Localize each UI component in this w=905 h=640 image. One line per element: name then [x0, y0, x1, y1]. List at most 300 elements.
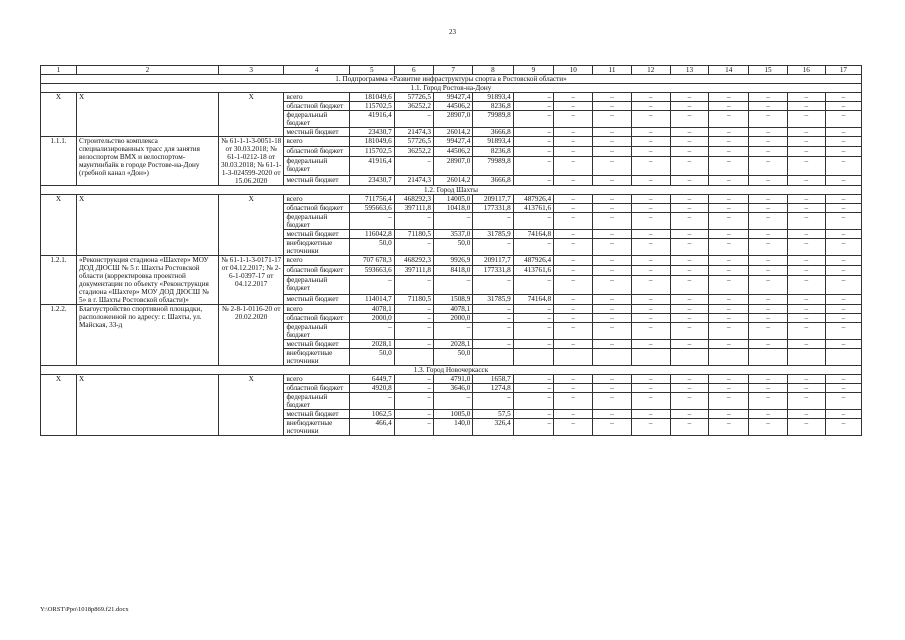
value-cell: –: [825, 419, 861, 436]
value-cell: 91893,4: [473, 93, 513, 102]
budget-table: [40, 65, 862, 436]
value-cell: 28907,0: [433, 111, 472, 128]
value-cell: [709, 349, 749, 366]
value-cell: –: [593, 93, 631, 102]
value-cell: –: [554, 204, 593, 213]
value-cell: –: [825, 137, 861, 147]
value-cell: 21474,3: [394, 175, 433, 185]
value-cell: –: [787, 375, 825, 384]
value-cell: –: [787, 294, 825, 304]
value-cell: –: [825, 384, 861, 393]
value-cell: –: [825, 266, 861, 276]
value-cell: –: [593, 375, 631, 384]
item-name: Строительство комплекса специализированных трасс для занятия велоспортом ВМХ и велоспортом-маунтинбайк в городе Ростове-на-Дону (гребной канал «Дон»): [77, 137, 219, 186]
value-cell: 181049,6: [349, 93, 394, 102]
value-cell: –: [394, 314, 433, 323]
value-cell: –: [394, 410, 433, 419]
value-cell: –: [709, 256, 749, 266]
value-cell: 397111,8: [394, 266, 433, 276]
value-cell: 23430,7: [349, 175, 394, 185]
value-cell: –: [670, 314, 708, 323]
value-cell: –: [787, 128, 825, 137]
value-cell: 99427,4: [433, 137, 472, 147]
value-cell: –: [749, 239, 787, 256]
value-cell: –: [554, 340, 593, 349]
table-row: [41, 256, 862, 266]
value-cell: –: [825, 375, 861, 384]
value-cell: –: [513, 419, 553, 436]
value-cell: –: [593, 239, 631, 256]
value-cell: 3537,0: [433, 230, 472, 239]
item-number: Х: [41, 93, 77, 137]
value-cell: –: [670, 230, 708, 239]
value-cell: –: [631, 266, 670, 276]
value-cell: –: [554, 276, 593, 295]
column-header: 9: [513, 66, 553, 75]
funding-source-label: всего: [284, 195, 350, 204]
value-cell: –: [631, 239, 670, 256]
value-cell: –: [593, 157, 631, 176]
value-cell: –: [593, 111, 631, 128]
value-cell: 41916,4: [349, 111, 394, 128]
value-cell: 1005,0: [433, 410, 472, 419]
value-cell: –: [825, 230, 861, 239]
value-cell: –: [473, 314, 513, 323]
value-cell: 57726,5: [394, 137, 433, 147]
value-cell: –: [825, 256, 861, 266]
value-cell: –: [670, 305, 708, 314]
value-cell: –: [394, 111, 433, 128]
item-documents: № 2-8-1-0116-20 от 20.02.2020: [218, 305, 284, 366]
column-header: 11: [593, 66, 631, 75]
value-cell: –: [394, 393, 433, 410]
value-cell: –: [670, 239, 708, 256]
value-cell: –: [593, 294, 631, 304]
value-cell: –: [749, 393, 787, 410]
value-cell: –: [513, 128, 553, 137]
section-heading-row: [41, 75, 862, 84]
value-cell: –: [513, 213, 553, 230]
value-cell: –: [787, 305, 825, 314]
page-number: 23: [449, 28, 456, 36]
value-cell: –: [709, 157, 749, 176]
value-cell: –: [593, 137, 631, 147]
value-cell: 71180,5: [394, 230, 433, 239]
value-cell: –: [631, 375, 670, 384]
value-cell: [670, 349, 708, 366]
value-cell: –: [554, 195, 593, 204]
value-cell: 91893,4: [473, 137, 513, 147]
value-cell: –: [709, 213, 749, 230]
value-cell: –: [631, 384, 670, 393]
value-cell: –: [473, 393, 513, 410]
table-row: [41, 93, 862, 102]
value-cell: –: [394, 239, 433, 256]
value-cell: –: [787, 230, 825, 239]
funding-source-label: областной бюджет: [284, 314, 350, 323]
value-cell: –: [593, 384, 631, 393]
column-header: 12: [631, 66, 670, 75]
value-cell: –: [554, 375, 593, 384]
value-cell: –: [631, 323, 670, 340]
value-cell: –: [349, 393, 394, 410]
value-cell: 326,4: [473, 419, 513, 436]
value-cell: [554, 349, 593, 366]
item-number: 1.1.1.: [41, 137, 77, 186]
value-cell: –: [670, 294, 708, 304]
value-cell: [593, 349, 631, 366]
value-cell: –: [394, 276, 433, 295]
funding-source-label: местный бюджет: [284, 230, 350, 239]
column-header: 10: [554, 66, 593, 75]
funding-source-label: внебюджетные источники: [284, 239, 350, 256]
column-header: 14: [709, 66, 749, 75]
value-cell: –: [513, 102, 553, 111]
funding-source-label: всего: [284, 137, 350, 147]
funding-source-label: всего: [284, 375, 350, 384]
item-documents: № 61-1-1-3-0051-18 от 30.03.2018; № 61-1-0212-18 от 30.03.2018; № 61-1-1-3-024599-2020 от 15.06.2020: [218, 137, 284, 186]
value-cell: –: [709, 230, 749, 239]
value-cell: –: [593, 256, 631, 266]
value-cell: –: [749, 102, 787, 111]
value-cell: 593663,6: [349, 266, 394, 276]
value-cell: 468292,3: [394, 195, 433, 204]
table-body: [41, 66, 862, 436]
item-name: Х: [77, 375, 219, 436]
value-cell: –: [473, 323, 513, 340]
funding-source-label: областной бюджет: [284, 384, 350, 393]
value-cell: –: [394, 384, 433, 393]
value-cell: –: [787, 137, 825, 147]
value-cell: –: [554, 393, 593, 410]
value-cell: –: [749, 294, 787, 304]
section-title: 1.2. Город Шахты: [424, 186, 478, 194]
value-cell: 468292,3: [394, 256, 433, 266]
value-cell: –: [670, 266, 708, 276]
value-cell: –: [593, 419, 631, 436]
value-cell: –: [593, 314, 631, 323]
value-cell: –: [554, 137, 593, 147]
column-header: 3: [218, 66, 284, 75]
value-cell: –: [749, 305, 787, 314]
value-cell: 2000,0: [349, 314, 394, 323]
section-title: 1. Подпрограмма «Развитие инфраструктуры спорта в Ростовской области»: [335, 75, 567, 83]
value-cell: 79989,8: [473, 111, 513, 128]
value-cell: 74164,8: [513, 294, 553, 304]
value-cell: –: [433, 213, 472, 230]
value-cell: –: [349, 323, 394, 340]
value-cell: –: [631, 276, 670, 295]
value-cell: –: [554, 213, 593, 230]
value-cell: –: [670, 102, 708, 111]
value-cell: –: [554, 266, 593, 276]
value-cell: 31785,9: [473, 294, 513, 304]
value-cell: –: [787, 266, 825, 276]
value-cell: –: [631, 102, 670, 111]
value-cell: –: [433, 393, 472, 410]
item-name: Благоустройство спортивной площадки, расположенной по адресу: г. Шахты, ул. Майская, 33-д: [77, 305, 219, 366]
value-cell: –: [709, 294, 749, 304]
value-cell: –: [709, 276, 749, 295]
value-cell: –: [631, 213, 670, 230]
value-cell: –: [631, 256, 670, 266]
value-cell: –: [670, 111, 708, 128]
value-cell: –: [787, 393, 825, 410]
value-cell: –: [513, 239, 553, 256]
value-cell: 23430,7: [349, 128, 394, 137]
value-cell: –: [709, 93, 749, 102]
value-cell: –: [473, 276, 513, 295]
value-cell: 2000,0: [433, 314, 472, 323]
value-cell: 26014,2: [433, 175, 472, 185]
value-cell: –: [631, 305, 670, 314]
value-cell: –: [825, 195, 861, 204]
funding-source-label: федеральный бюджет: [284, 157, 350, 176]
value-cell: 50,0: [433, 239, 472, 256]
section-title: 1.1. Город Ростов-на-Дону: [410, 84, 492, 92]
value-cell: –: [554, 305, 593, 314]
section-title: 1.3. Город Новочеркасск: [413, 366, 489, 374]
value-cell: –: [825, 393, 861, 410]
value-cell: –: [787, 93, 825, 102]
funding-source-label: областной бюджет: [284, 266, 350, 276]
value-cell: –: [749, 111, 787, 128]
value-cell: –: [825, 276, 861, 295]
value-cell: –: [749, 340, 787, 349]
value-cell: –: [749, 147, 787, 157]
value-cell: –: [670, 157, 708, 176]
value-cell: –: [554, 384, 593, 393]
funding-source-label: федеральный бюджет: [284, 323, 350, 340]
value-cell: –: [749, 276, 787, 295]
value-cell: 487926,4: [513, 195, 553, 204]
value-cell: –: [631, 314, 670, 323]
value-cell: –: [787, 102, 825, 111]
column-header: 5: [349, 66, 394, 75]
value-cell: –: [473, 305, 513, 314]
column-header: 6: [394, 66, 433, 75]
value-cell: –: [787, 147, 825, 157]
value-cell: –: [593, 340, 631, 349]
value-cell: –: [749, 266, 787, 276]
value-cell: 177331,8: [473, 204, 513, 213]
value-cell: [631, 349, 670, 366]
column-header: 7: [433, 66, 472, 75]
value-cell: –: [787, 195, 825, 204]
value-cell: 3646,0: [433, 384, 472, 393]
value-cell: –: [787, 410, 825, 419]
value-cell: 707 678,3: [349, 256, 394, 266]
value-cell: –: [670, 175, 708, 185]
value-cell: –: [670, 340, 708, 349]
value-cell: –: [749, 314, 787, 323]
value-cell: –: [513, 175, 553, 185]
value-cell: [513, 349, 553, 366]
footer-file-path: Y:\ORST\Ppo\1018p869.f21.docx: [40, 606, 129, 613]
value-cell: –: [787, 157, 825, 176]
value-cell: 50,0: [433, 349, 472, 366]
value-cell: 413761,6: [513, 266, 553, 276]
value-cell: 116042,8: [349, 230, 394, 239]
value-cell: –: [593, 195, 631, 204]
table-row: [41, 195, 862, 204]
funding-source-label: местный бюджет: [284, 410, 350, 419]
value-cell: –: [825, 305, 861, 314]
value-cell: –: [554, 323, 593, 340]
value-cell: –: [825, 157, 861, 176]
value-cell: –: [593, 393, 631, 410]
column-header: 1: [41, 66, 77, 75]
value-cell: 1274,8: [473, 384, 513, 393]
value-cell: 28907,0: [433, 157, 472, 176]
value-cell: –: [670, 204, 708, 213]
value-cell: –: [787, 213, 825, 230]
value-cell: –: [670, 375, 708, 384]
item-documents: Х: [218, 375, 284, 436]
value-cell: –: [554, 111, 593, 128]
value-cell: –: [593, 102, 631, 111]
table-row: [41, 305, 862, 314]
value-cell: 50,0: [349, 349, 394, 366]
value-cell: 79989,8: [473, 157, 513, 176]
value-cell: –: [513, 147, 553, 157]
value-cell: –: [709, 102, 749, 111]
value-cell: 397111,8: [394, 204, 433, 213]
funding-source-label: областной бюджет: [284, 204, 350, 213]
value-cell: –: [554, 256, 593, 266]
value-cell: –: [825, 147, 861, 157]
value-cell: –: [631, 195, 670, 204]
item-name: Х: [77, 195, 219, 256]
value-cell: –: [593, 305, 631, 314]
value-cell: –: [513, 384, 553, 393]
value-cell: –: [631, 128, 670, 137]
value-cell: [749, 349, 787, 366]
value-cell: –: [554, 239, 593, 256]
funding-source-label: федеральный бюджет: [284, 213, 350, 230]
value-cell: –: [749, 204, 787, 213]
value-cell: 4791,0: [433, 375, 472, 384]
value-cell: –: [825, 323, 861, 340]
value-cell: [825, 349, 861, 366]
value-cell: –: [593, 230, 631, 239]
item-documents: Х: [218, 93, 284, 137]
value-cell: –: [787, 384, 825, 393]
value-cell: –: [593, 147, 631, 157]
item-documents: Х: [218, 195, 284, 256]
item-name: Х: [77, 93, 219, 137]
value-cell: –: [513, 410, 553, 419]
value-cell: 44506,2: [433, 147, 472, 157]
value-cell: 1062,5: [349, 410, 394, 419]
value-cell: –: [787, 256, 825, 266]
value-cell: –: [709, 175, 749, 185]
value-cell: –: [670, 147, 708, 157]
value-cell: –: [709, 147, 749, 157]
value-cell: –: [394, 419, 433, 436]
value-cell: 3666,8: [473, 175, 513, 185]
funding-source-label: местный бюджет: [284, 128, 350, 137]
item-number: 1.2.2.: [41, 305, 77, 366]
value-cell: 36252,2: [394, 147, 433, 157]
value-cell: –: [593, 276, 631, 295]
funding-source-label: областной бюджет: [284, 102, 350, 111]
value-cell: –: [825, 93, 861, 102]
value-cell: –: [670, 128, 708, 137]
value-cell: 31785,9: [473, 230, 513, 239]
value-cell: –: [787, 276, 825, 295]
table-row: [41, 375, 862, 384]
value-cell: –: [709, 305, 749, 314]
value-cell: –: [513, 314, 553, 323]
value-cell: 8236,8: [473, 102, 513, 111]
value-cell: –: [749, 137, 787, 147]
value-cell: –: [349, 276, 394, 295]
value-cell: –: [554, 410, 593, 419]
funding-source-label: местный бюджет: [284, 175, 350, 185]
value-cell: –: [631, 175, 670, 185]
value-cell: –: [749, 213, 787, 230]
value-cell: –: [394, 305, 433, 314]
value-cell: –: [709, 340, 749, 349]
value-cell: –: [709, 393, 749, 410]
value-cell: 50,0: [349, 239, 394, 256]
value-cell: –: [670, 93, 708, 102]
value-cell: –: [394, 340, 433, 349]
column-header: 17: [825, 66, 861, 75]
value-cell: –: [554, 294, 593, 304]
value-cell: 209117,7: [473, 195, 513, 204]
value-cell: –: [670, 137, 708, 147]
funding-source-label: федеральный бюджет: [284, 393, 350, 410]
item-documents: № 61-1-1-3-0171-17 от 04.12.2017; № 2-6-1-0397-17 от 04.12.2017: [218, 256, 284, 305]
value-cell: 177331,8: [473, 266, 513, 276]
value-cell: –: [749, 128, 787, 137]
value-cell: –: [631, 340, 670, 349]
funding-source-label: всего: [284, 256, 350, 266]
funding-source-label: внебюджетные источники: [284, 419, 350, 436]
value-cell: –: [749, 410, 787, 419]
value-cell: –: [513, 375, 553, 384]
column-header: 8: [473, 66, 513, 75]
value-cell: –: [709, 195, 749, 204]
column-header: 4: [284, 66, 350, 75]
value-cell: –: [554, 230, 593, 239]
value-cell: –: [513, 276, 553, 295]
value-cell: –: [513, 393, 553, 410]
value-cell: –: [787, 204, 825, 213]
value-cell: 140,0: [433, 419, 472, 436]
value-cell: –: [749, 175, 787, 185]
value-cell: –: [787, 239, 825, 256]
value-cell: 115702,5: [349, 147, 394, 157]
value-cell: –: [554, 157, 593, 176]
value-cell: –: [787, 175, 825, 185]
value-cell: –: [473, 340, 513, 349]
value-cell: 1658,7: [473, 375, 513, 384]
value-cell: –: [473, 213, 513, 230]
value-cell: 6449,7: [349, 375, 394, 384]
funding-source-label: федеральный бюджет: [284, 276, 350, 295]
value-cell: –: [709, 128, 749, 137]
value-cell: –: [631, 230, 670, 239]
value-cell: –: [554, 314, 593, 323]
value-cell: 8418,0: [433, 266, 472, 276]
value-cell: 4078,1: [349, 305, 394, 314]
value-cell: –: [394, 213, 433, 230]
value-cell: –: [825, 128, 861, 137]
funding-source-label: внебюджетные источники: [284, 349, 350, 366]
